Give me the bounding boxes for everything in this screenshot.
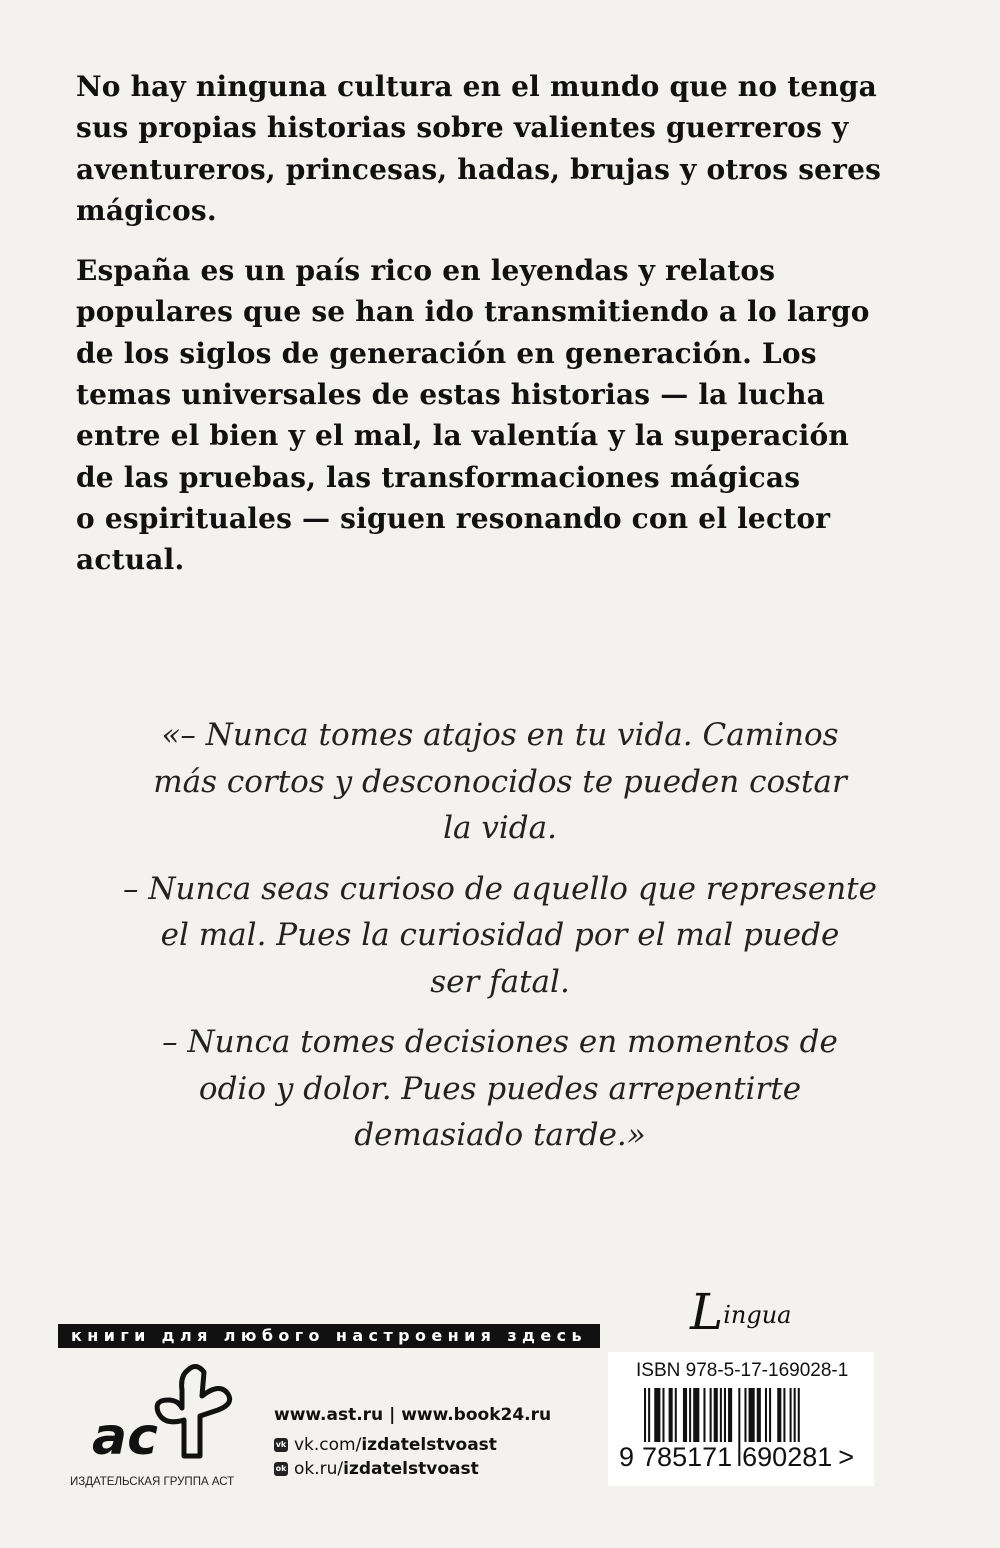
ok-handle: izdatelstvoast <box>343 1459 479 1479</box>
blurb-line: temas universales de estas historias — la lucha <box>76 378 826 412</box>
vk-link[interactable] <box>258 1434 551 1456</box>
blurb-line: mágicos. <box>76 193 217 227</box>
blurb-line: entre el bien y el mal, la valentía y la superación <box>76 419 849 453</box>
website-links[interactable]: www.ast.ru | www.book24.ru <box>274 1405 552 1425</box>
quote-paragraph <box>0 1019 1000 1159</box>
lingua-rest: ingua <box>723 1301 792 1329</box>
publisher-caption: ИЗДАТЕЛЬСКАЯ ГРУППА АСТ <box>70 1476 235 1488</box>
quote-line: – Nunca seas curioso de aquello que represente <box>123 870 877 907</box>
blurb-line: de las pruebas, las transformaciones mágicas <box>76 460 801 494</box>
blurb-line: No hay ninguna cultura en el mundo que no tenga <box>76 70 878 103</box>
quote-line: «– Nunca tomes atajos en tu vida. Caminos <box>161 717 839 753</box>
blurb-line: aventureros, princesas, hadas, brujas y otros seres <box>76 152 882 186</box>
blurb-line: populares que se han ido transmitiendo a lo largo <box>76 295 870 329</box>
vk-handle: izdatelstvoast <box>361 1435 497 1455</box>
blurb-paragraph <box>76 66 976 231</box>
blurb-line: de los siglos de generación en generación. Los <box>76 336 817 370</box>
blurb <box>76 66 976 600</box>
ean-digits-right: 690281 <box>742 1442 833 1472</box>
vk-icon: vk <box>274 1438 288 1452</box>
ean-digits-left: 785171 <box>642 1442 733 1472</box>
quote-line: más cortos y desconocidos te pueden costar <box>153 763 847 800</box>
publisher-links <box>258 1405 551 1480</box>
vk-prefix: vk.com/ <box>294 1435 362 1455</box>
ok-prefix: ok.ru/ <box>294 1459 344 1479</box>
quote <box>0 712 1000 1173</box>
quote-line: – Nunca tomes decisiones en momentos de <box>162 1024 838 1060</box>
ok-icon: ok <box>274 1462 288 1476</box>
ean-quiet-mark: > <box>838 1442 855 1472</box>
blurb-line: sus propias historias sobre valientes guerreros y <box>76 111 849 145</box>
blurb-paragraph <box>76 250 976 580</box>
quote-line: la vida. <box>443 810 557 846</box>
ean-digits <box>618 1442 855 1473</box>
ean-digit-prefix: 9 <box>619 1442 635 1472</box>
quote-line: el mal. Pues la curiosidad por el mal puede <box>160 917 840 953</box>
blurb-line: España es un país rico en leyendas y relatos <box>76 254 776 288</box>
ok-link[interactable] <box>258 1458 551 1480</box>
quote-paragraph <box>0 866 1000 1006</box>
quote-line: ser fatal. <box>430 963 570 1000</box>
quote-paragraph <box>0 712 1000 852</box>
quote-line: demasiado tarde.» <box>354 1117 646 1153</box>
quote-line: odio y dolor. Pues puedes arrepentirte <box>198 1070 802 1107</box>
svg-text:ac: ac <box>92 1407 158 1462</box>
isbn-number: ISBN 978-5-17-169028-1 <box>636 1360 849 1381</box>
tagline-banner: книги для любого настроения здесь <box>58 1324 600 1348</box>
blurb-line: actual. <box>76 543 185 577</box>
isbn-barcode <box>608 1352 874 1486</box>
ast-logo <box>88 1362 238 1462</box>
blurb-line: o espirituales — siguen resonando con el lector <box>76 501 831 535</box>
lingua-logo <box>690 1283 791 1341</box>
lingua-initial: L <box>690 1283 724 1341</box>
